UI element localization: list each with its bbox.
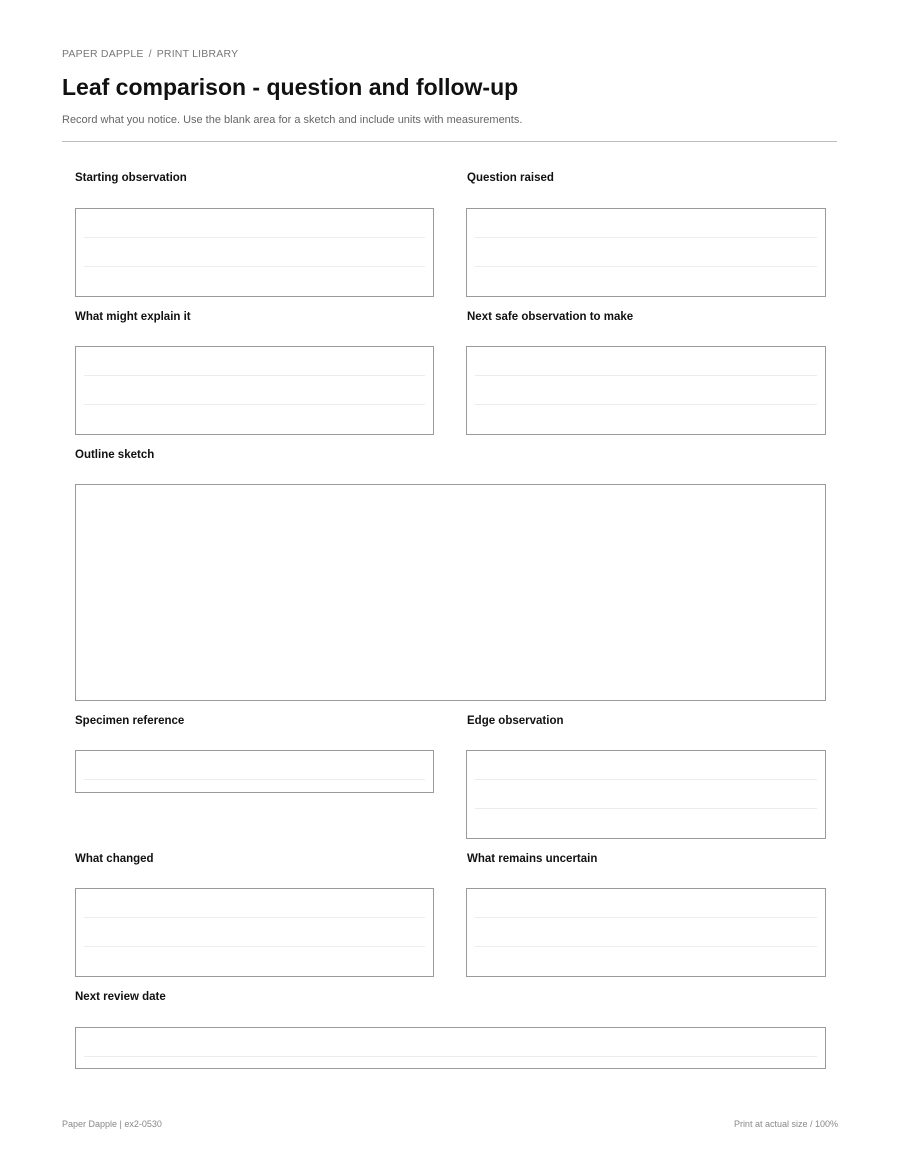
writing-line bbox=[84, 946, 425, 947]
breadcrumb-separator: / bbox=[148, 48, 152, 60]
breadcrumb bbox=[62, 48, 238, 60]
writing-line bbox=[475, 917, 817, 918]
starting-observation-label: Starting observation bbox=[75, 172, 187, 184]
writing-line bbox=[475, 237, 817, 238]
edge-observation-field[interactable] bbox=[466, 750, 826, 839]
writing-line bbox=[84, 1056, 817, 1057]
writing-line bbox=[84, 404, 425, 405]
writing-line bbox=[475, 404, 817, 405]
writing-line bbox=[84, 779, 425, 780]
what-remains-uncertain-label: What remains uncertain bbox=[467, 853, 598, 865]
specimen-reference-field[interactable] bbox=[75, 750, 434, 793]
what-might-explain-field[interactable] bbox=[75, 346, 434, 435]
what-might-explain-label: What might explain it bbox=[75, 311, 191, 323]
what-changed-field[interactable] bbox=[75, 888, 434, 977]
next-safe-observation-field[interactable] bbox=[466, 346, 826, 435]
next-review-date-label: Next review date bbox=[75, 991, 166, 1003]
outline-sketch-label: Outline sketch bbox=[75, 449, 155, 461]
next-safe-observation-label: Next safe observation to make bbox=[467, 311, 634, 323]
footer-document-id: Paper Dapple | ex2-0530 bbox=[62, 1119, 162, 1129]
next-review-date-field[interactable] bbox=[75, 1027, 826, 1069]
starting-observation-field[interactable] bbox=[75, 208, 434, 297]
writing-line bbox=[84, 237, 425, 238]
question-raised-label: Question raised bbox=[467, 172, 554, 184]
what-remains-uncertain-field[interactable] bbox=[466, 888, 826, 977]
header-divider bbox=[62, 141, 837, 142]
edge-observation-label: Edge observation bbox=[467, 715, 564, 727]
page-subtitle: Record what you notice. Use the blank area for a sketch and include units with measurements. bbox=[62, 114, 523, 126]
outline-sketch-area[interactable] bbox=[75, 484, 826, 701]
what-changed-label: What changed bbox=[75, 853, 154, 865]
writing-line bbox=[84, 375, 425, 376]
breadcrumb-item-brand: PAPER DAPPLE bbox=[62, 48, 144, 60]
writing-line bbox=[475, 266, 817, 267]
writing-line bbox=[475, 779, 817, 780]
breadcrumb-item-library: PRINT LIBRARY bbox=[156, 48, 239, 60]
writing-line bbox=[84, 266, 425, 267]
footer-print-note: Print at actual size / 100% bbox=[733, 1119, 838, 1129]
writing-line bbox=[475, 375, 817, 376]
question-raised-field[interactable] bbox=[466, 208, 826, 297]
page-title: Leaf comparison - question and follow-up bbox=[62, 74, 519, 100]
specimen-reference-label: Specimen reference bbox=[75, 715, 185, 727]
writing-line bbox=[475, 946, 817, 947]
writing-line bbox=[475, 808, 817, 809]
writing-line bbox=[84, 917, 425, 918]
